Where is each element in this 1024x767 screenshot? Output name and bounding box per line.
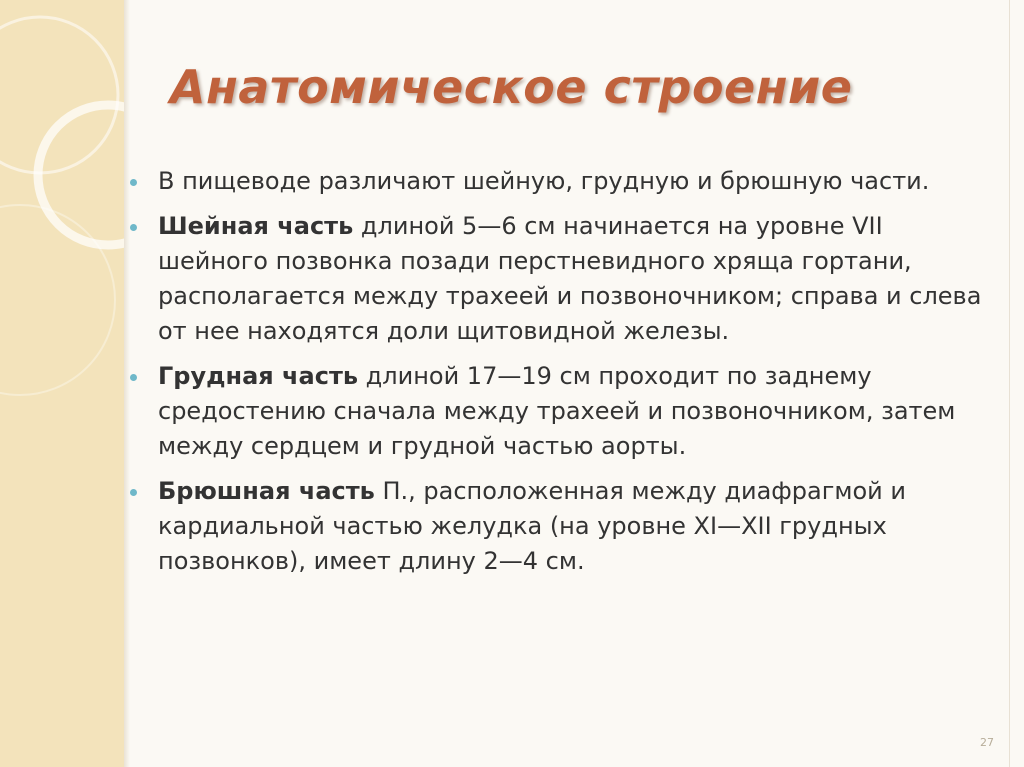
bullet-dot-icon <box>130 489 137 496</box>
bullet-dot-icon <box>130 179 137 186</box>
bullet-text: длиной 5—6 см начинается на уровне VII шейного позвонка позади перстневидного хряща гортани, располагается между трахеей и позвоночником; справа и слева от нее находятся доли щитовидной железы. <box>158 212 982 345</box>
bullet-dot-icon <box>130 224 137 231</box>
bullet-text: В пищеводе различают шейную, грудную и брюшную части. <box>158 167 930 195</box>
decorative-circles <box>0 0 124 767</box>
bullet-term: Брюшная часть <box>158 477 375 505</box>
slide-title: Анатомическое строение <box>170 60 853 114</box>
bullet-term: Шейная часть <box>158 212 354 240</box>
bullet-item <box>130 474 1000 579</box>
bullet-item <box>130 209 1000 349</box>
bullet-item <box>130 359 1000 464</box>
page-number: 27 <box>980 736 994 749</box>
decorative-side-band <box>0 0 124 767</box>
bullet-term: Грудная часть <box>158 362 359 390</box>
bullet-list <box>130 164 1000 589</box>
bullet-dot-icon <box>130 374 137 381</box>
frame-line <box>1009 0 1010 767</box>
bullet-item <box>130 164 1000 199</box>
bullet-text: длиной 17—19 см проходит по заднему средостению сначала между трахеей и позвоночником, затем между сердцем и грудной частью аорты. <box>158 362 956 460</box>
bullet-text: П., расположенная между диафрагмой и кардиальной частью желудка (на уровне XI—XII грудных позвонков), имеет длину 2—4 см. <box>158 477 906 575</box>
